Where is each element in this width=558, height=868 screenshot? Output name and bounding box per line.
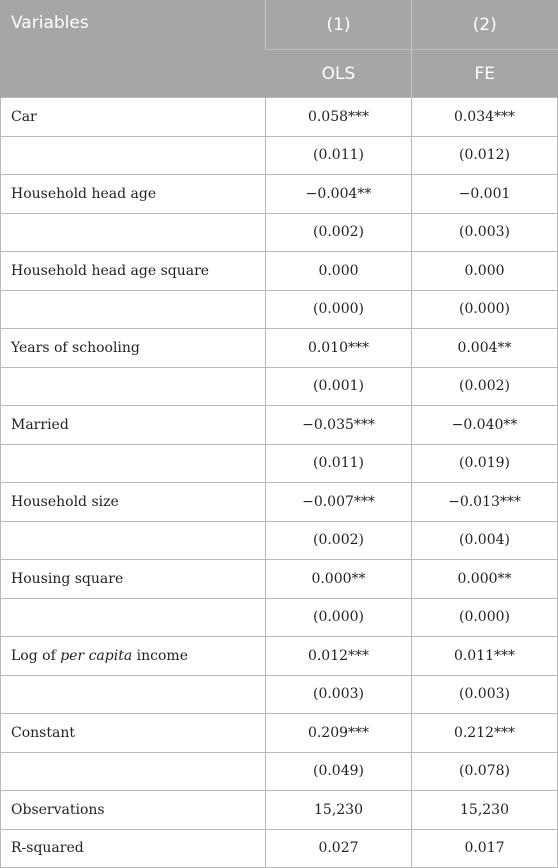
- ols-value: 0.000: [266, 252, 412, 291]
- fe-value: (0.012): [412, 136, 558, 175]
- header-row-numbers: [1, 0, 558, 50]
- table-row: [1, 483, 558, 522]
- table-row: [1, 406, 558, 445]
- column-1-number: (1): [266, 0, 412, 50]
- table-row: [1, 752, 558, 791]
- table-row: [1, 136, 558, 175]
- ols-value: 0.000**: [266, 560, 412, 599]
- row-label: Married: [1, 406, 266, 445]
- fe-value: (0.000): [412, 598, 558, 637]
- fe-value: 0.011***: [412, 637, 558, 676]
- variables-header: Variables: [1, 0, 266, 98]
- ols-value: (0.011): [266, 444, 412, 483]
- table-row: [1, 791, 558, 830]
- row-label: [1, 521, 266, 560]
- row-label-italic: per capita: [60, 647, 133, 664]
- fe-value: (0.078): [412, 752, 558, 791]
- fe-value: (0.003): [412, 213, 558, 252]
- row-label: Household size: [1, 483, 266, 522]
- row-label-post: income: [132, 647, 188, 664]
- fe-value: −0.040**: [412, 406, 558, 445]
- ols-value: −0.007***: [266, 483, 412, 522]
- table-body: [1, 98, 558, 868]
- fe-value: −0.013***: [412, 483, 558, 522]
- ols-value: (0.000): [266, 290, 412, 329]
- ols-value: −0.035***: [266, 406, 412, 445]
- row-label: [1, 675, 266, 714]
- table-row: [1, 675, 558, 714]
- table-row: [1, 521, 558, 560]
- ols-value: (0.002): [266, 213, 412, 252]
- ols-value: 0.027: [266, 829, 412, 868]
- fe-value: 0.000: [412, 252, 558, 291]
- fe-value: (0.019): [412, 444, 558, 483]
- fe-value: (0.003): [412, 675, 558, 714]
- column-1-method: OLS: [266, 50, 412, 98]
- ols-value: 0.012***: [266, 637, 412, 676]
- table-row: [1, 252, 558, 291]
- row-label: Observations: [1, 791, 266, 830]
- row-label: Car: [1, 98, 266, 137]
- table-row: [1, 637, 558, 676]
- table-row: [1, 98, 558, 137]
- row-label: Years of schooling: [1, 329, 266, 368]
- ols-value: (0.003): [266, 675, 412, 714]
- fe-value: 0.034***: [412, 98, 558, 137]
- fe-value: −0.001: [412, 175, 558, 214]
- ols-value: 0.010***: [266, 329, 412, 368]
- ols-value: (0.011): [266, 136, 412, 175]
- ols-value: (0.002): [266, 521, 412, 560]
- fe-value: 0.004**: [412, 329, 558, 368]
- table-row: [1, 444, 558, 483]
- fe-value: (0.004): [412, 521, 558, 560]
- ols-value: (0.001): [266, 367, 412, 406]
- fe-value: 15,230: [412, 791, 558, 830]
- row-label: [1, 444, 266, 483]
- row-label: R-squared: [1, 829, 266, 868]
- row-label-log-income: [1, 637, 266, 676]
- row-label: [1, 290, 266, 329]
- table-row: [1, 829, 558, 868]
- table-row: [1, 213, 558, 252]
- table-row: [1, 714, 558, 753]
- ols-value: (0.000): [266, 598, 412, 637]
- fe-value: 0.212***: [412, 714, 558, 753]
- column-2-method: FE: [412, 50, 558, 98]
- row-label: Constant: [1, 714, 266, 753]
- row-label: [1, 367, 266, 406]
- table-row: [1, 329, 558, 368]
- ols-value: (0.049): [266, 752, 412, 791]
- table-row: [1, 367, 558, 406]
- row-label: [1, 598, 266, 637]
- row-label: [1, 752, 266, 791]
- fe-value: (0.002): [412, 367, 558, 406]
- row-label: Household head age square: [1, 252, 266, 291]
- table-row: [1, 175, 558, 214]
- ols-value: 15,230: [266, 791, 412, 830]
- ols-value: 0.058***: [266, 98, 412, 137]
- table-header: [1, 0, 558, 98]
- fe-value: (0.000): [412, 290, 558, 329]
- row-label: Housing square: [1, 560, 266, 599]
- column-2-number: (2): [412, 0, 558, 50]
- row-label: [1, 213, 266, 252]
- row-label-pre: Log of: [11, 647, 61, 664]
- fe-value: 0.000**: [412, 560, 558, 599]
- table-row: [1, 598, 558, 637]
- row-label: Household head age: [1, 175, 266, 214]
- table-row: [1, 560, 558, 599]
- ols-value: −0.004**: [266, 175, 412, 214]
- row-label: [1, 136, 266, 175]
- table-row: [1, 290, 558, 329]
- fe-value: 0.017: [412, 829, 558, 868]
- ols-value: 0.209***: [266, 714, 412, 753]
